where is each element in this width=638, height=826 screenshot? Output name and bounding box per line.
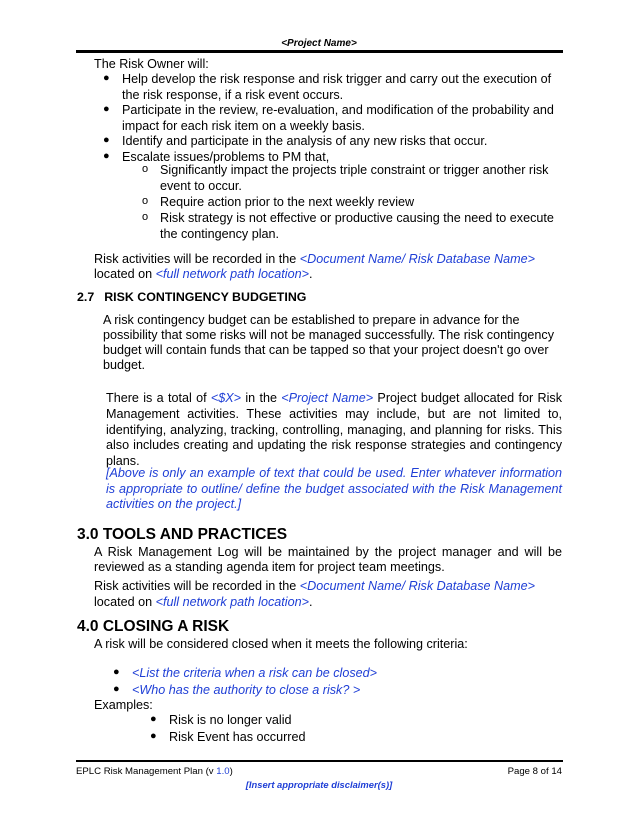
- sub-list-item: Risk strategy is not effective or productive causing the need to execute: [160, 211, 554, 225]
- examples-label: Examples:: [94, 698, 153, 712]
- bullet-dot-icon: ●: [113, 666, 120, 678]
- example-note-line: is appropriate to outline/ define the budget associated with the Risk Management: [106, 482, 562, 496]
- example-note-line: activities on the project.]: [106, 497, 242, 511]
- recorded-in-line: [94, 251, 535, 267]
- list-item-continued: impact for each risk item on a weekly basis.: [122, 119, 365, 133]
- budget-text: Project budget allocated for Risk: [373, 391, 562, 405]
- sub-list-item: Require action prior to the next weekly review: [160, 195, 415, 209]
- tools-para-line: A Risk Management Log will be maintained by the project manager and will be: [94, 545, 562, 559]
- list-item: Escalate issues/problems to PM that,: [122, 150, 330, 164]
- header-divider: [76, 50, 563, 53]
- located-prefix: located on: [94, 267, 156, 281]
- list-item: Identify and participate in the analysis of any new risks that occur.: [122, 134, 488, 148]
- budget-para-line: plans.: [106, 454, 140, 468]
- footer-title-text: EPLC Risk Management Plan (v: [76, 766, 217, 777]
- contingency-para-line: A risk contingency budget can be established to prepare in advance for the: [103, 313, 520, 327]
- footer-disclaimer: [Insert appropriate disclaimer(s)]: [245, 779, 393, 790]
- located-prefix: located on: [94, 595, 156, 609]
- footer-title-close: ): [229, 766, 233, 777]
- document-name-placeholder: <Document Name/ Risk Database Name>: [299, 579, 535, 593]
- page-header-title: <Project Name>: [281, 38, 357, 49]
- recorded-prefix: Risk activities will be recorded in the: [94, 579, 300, 593]
- tools-para-line: reviewed as a standing agenda item for project team meetings.: [94, 560, 445, 574]
- sub-list-item-continued: the contingency plan.: [160, 227, 280, 241]
- contingency-para-line: budget.: [103, 358, 146, 372]
- list-item-continued: the risk response, if a risk event occurs.: [122, 88, 344, 102]
- section-title: RISK CONTINGENCY BUDGETING: [104, 290, 307, 304]
- bullet-dot-icon: ●: [150, 713, 157, 725]
- bullet-dot-icon: ●: [150, 730, 157, 742]
- budget-para-line: Management activities. These activities may include, but are not limited to,: [106, 407, 562, 421]
- criteria-item: <List the criteria when a risk can be closed>: [132, 666, 378, 680]
- located-on-line: [94, 594, 312, 610]
- budget-total-line: [106, 390, 562, 406]
- closing-intro: A risk will be considered closed when it meets the following criteria:: [94, 637, 468, 651]
- amount-placeholder: <$X>: [210, 391, 242, 405]
- bullet-dot-icon: ●: [103, 103, 110, 115]
- section-number: 2.7: [77, 290, 95, 304]
- criteria-item: <Who has the authority to close a risk? >: [132, 683, 361, 697]
- list-item: Help develop the risk response and risk trigger and carry out the execution of: [122, 72, 552, 86]
- hollow-bullet-icon: o: [142, 163, 149, 175]
- budget-para-line: also includes creating and updating the risk response strategies and contingency: [106, 438, 562, 452]
- period: .: [308, 267, 313, 281]
- footer-document-title: [76, 766, 233, 777]
- located-on-line: [94, 266, 312, 282]
- recorded-in-line: [94, 578, 535, 594]
- section-4-heading: 4.0 CLOSING A RISK: [77, 618, 230, 635]
- recorded-prefix: Risk activities will be recorded in the: [94, 252, 300, 266]
- budget-text: in the: [241, 391, 282, 405]
- section-2-7-heading: [77, 290, 306, 304]
- network-path-placeholder: <full network path location>: [155, 595, 309, 609]
- section-3-heading: 3.0 TOOLS AND PRACTICES: [77, 526, 288, 543]
- network-path-placeholder: <full network path location>: [155, 267, 309, 281]
- hollow-bullet-icon: o: [142, 211, 149, 223]
- bullet-dot-icon: ●: [113, 683, 120, 695]
- bullet-dot-icon: ●: [103, 72, 110, 84]
- budget-text: There is a total of: [106, 391, 211, 405]
- contingency-para-line: budget will contain funds that can be tapped so that your project doesn't go over: [103, 343, 549, 357]
- footer-divider: [76, 760, 563, 762]
- footer-version: 1.0: [216, 766, 230, 777]
- document-name-placeholder: <Document Name/ Risk Database Name>: [299, 252, 535, 266]
- budget-para-line: identifying, analyzing, tracking, controlling, managing, and planning for risks. This: [106, 423, 562, 437]
- footer-page-number: Page 8 of 14: [507, 766, 562, 777]
- example-note-line: [Above is only an example of text that could be used. Enter whatever information: [106, 466, 562, 480]
- hollow-bullet-icon: o: [142, 195, 149, 207]
- list-item: Participate in the review, re-evaluation, and modification of the probability and: [122, 103, 554, 117]
- bullet-dot-icon: ●: [103, 134, 110, 146]
- example-item: Risk is no longer valid: [169, 713, 292, 727]
- example-item: Risk Event has occurred: [169, 730, 306, 744]
- bullet-dot-icon: ●: [103, 150, 110, 162]
- sub-list-item: Significantly impact the projects triple constraint or trigger another risk: [160, 163, 549, 177]
- sub-list-item-continued: event to occur.: [160, 179, 242, 193]
- risk-owner-intro: The Risk Owner will:: [94, 57, 209, 71]
- contingency-para-line: possibility that some risks will not be managed successfully. The risk contingency: [103, 328, 555, 342]
- project-name-placeholder: <Project Name>: [281, 391, 374, 405]
- period: .: [308, 595, 313, 609]
